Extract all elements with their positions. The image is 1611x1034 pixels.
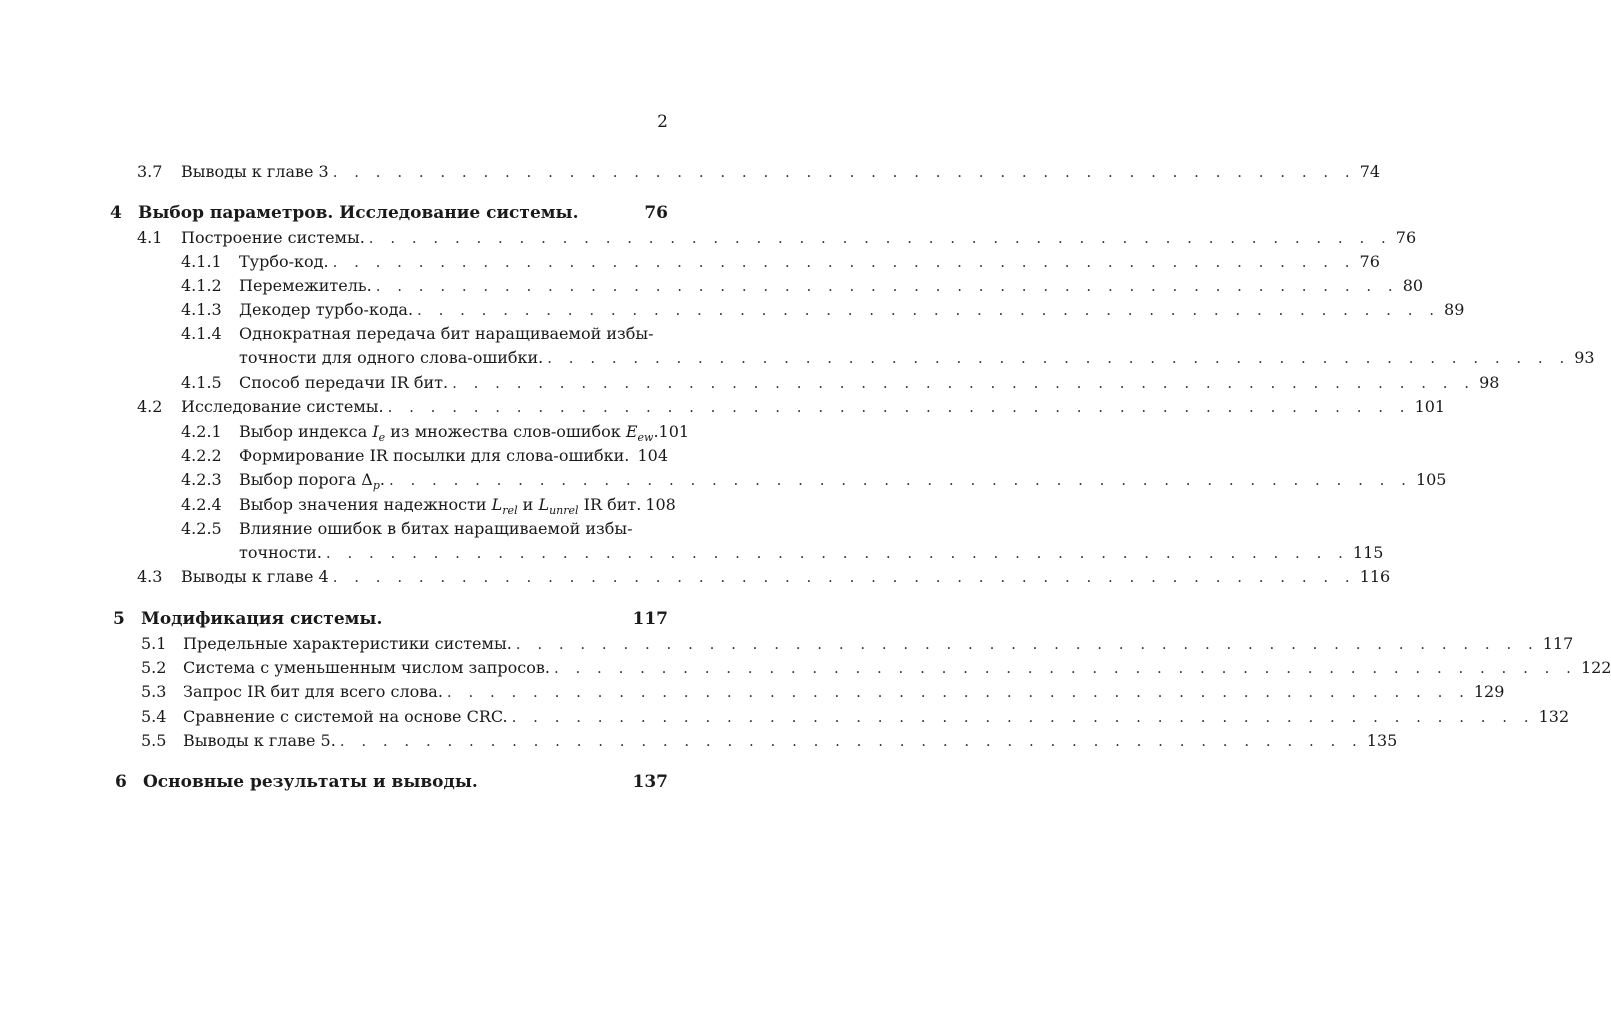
toc-number: 4.1.5 — [181, 373, 222, 392]
toc-page: 116 — [1359, 567, 1391, 586]
toc-number: 4.1.2 — [181, 276, 222, 295]
leader-dots: . . . . . . . . . . . . . . . . . . . . . . . . . . . . . . . . . . . . . . . . . . . . . . . . — [452, 374, 1476, 392]
toc-entry-4-2-5-cont[interactable] — [239, 541, 1384, 565]
toc-title: Выводы к главе 3 — [181, 162, 329, 181]
toc-entry-5-4[interactable] — [141, 705, 1570, 729]
toc-page: 93 — [1574, 348, 1595, 367]
toc-entry-4-3[interactable] — [137, 565, 1391, 589]
leader-dots: . . . . . . . . . . . . . . . . . . . . . . . . . . . . . . . . . . . . . . . . . . . . . . . . — [446, 683, 1470, 701]
toc-entry-4-1-5[interactable] — [181, 371, 1500, 395]
leader-dots: . . . . . . . . . . . . . . . . . . . . . . . . . . . . . . . . . . . . . . . . . . . . . . . . — [511, 708, 1535, 726]
leader-dots: . . . . . . . . . . . . . . . . . . . . . . . . . . . . . . . . . . . . . . . . . . . . . . . . — [375, 277, 1399, 295]
toc-page: 76 — [1359, 252, 1380, 271]
toc-title: Декодер турбо-кода. — [239, 300, 414, 319]
toc-entry-4-1-4-cont[interactable] — [239, 346, 1595, 370]
leader-dots: . . . . . . . . . . . . . . . . . . . . . . . . . . . . . . . . . . . . . . . . . . . . . . . . — [515, 635, 1539, 653]
toc-page: 117 — [1542, 634, 1574, 653]
toc-number: 4.3 — [137, 567, 163, 586]
toc-number: 4.2.3 — [181, 470, 222, 489]
toc-title: Способ передачи IR бит. — [239, 373, 449, 392]
toc-entry-5-1[interactable] — [141, 632, 1574, 656]
toc-number: 5.2 — [141, 658, 167, 677]
toc-entry-4-1-2[interactable] — [181, 274, 1424, 298]
toc-page: 89 — [1444, 300, 1465, 319]
leader-dots: . . . . . . . . . . . . . . . . . . . . . . . . . . . . . . . . . . . . . . . . . . . . . . . . — [388, 471, 1412, 489]
toc-page: 76 — [644, 203, 668, 223]
toc-entry-3-7[interactable] — [137, 160, 1381, 184]
toc-entry-4-2-1[interactable] — [181, 420, 690, 445]
leader-dots: . . . . . . . . . . . . . . . . . . . . . . . . . . . . . . . . . . . . . . . . . . . . . . . . — [332, 163, 1356, 181]
toc-number: 5 — [113, 609, 125, 629]
toc-page: 101 — [1414, 397, 1446, 416]
toc-title: Исследование системы. — [181, 397, 384, 416]
leader-dots: . . . . . . . . . . . . . . . . . . . . . . . . . . . . . . . . . . . . . . . . . . . . . . . . — [417, 301, 1441, 319]
toc-entry-4-2-5[interactable] — [181, 517, 668, 541]
toc-number: 4.1.1 — [181, 252, 222, 271]
toc-number: 5.4 — [141, 707, 167, 726]
toc-number: 5.5 — [141, 731, 167, 750]
toc-page: 115 — [1352, 543, 1384, 562]
toc-page: 80 — [1402, 276, 1424, 295]
toc-page: 104 — [637, 446, 668, 465]
leader-dots: . . . . . . . . . . . . . . . . . . . . . . . . . . . . . . . . . . . . . . . . . . . . . . . . — [332, 568, 1356, 586]
toc-entry-5-2[interactable] — [141, 656, 1611, 680]
toc-page: 98 — [1479, 373, 1500, 392]
leader-dots: . . . . . . . . . . . . . . . . . . . . . . . . . . . . . . . . . . . . . . . . . . . . . . . . — [339, 732, 1363, 750]
toc-title: Основные результаты и выводы. — [143, 772, 478, 792]
toc-title: Выбор индекса $I_e$ из множества слов-ошибок $E_{ew}$. — [239, 422, 659, 445]
toc-page: 137 — [632, 772, 668, 792]
toc-page: 108 — [645, 495, 676, 514]
toc-number: 4.1.4 — [181, 324, 222, 343]
toc-number: 4.2.2 — [181, 446, 222, 465]
toc-number: 4.2 — [137, 397, 163, 416]
toc-number: 4.1.3 — [181, 300, 222, 319]
toc-title: Влияние ошибок в битах наращиваемой избы- — [239, 519, 633, 538]
toc-title-continuation: точности. — [239, 543, 322, 562]
toc-title: Система с уменьшенным числом запросов. — [183, 658, 550, 677]
toc-page: 132 — [1538, 707, 1570, 726]
toc-number: 3.7 — [137, 162, 163, 181]
toc-entry-4-1-3[interactable] — [181, 298, 1465, 322]
toc-chapter-5[interactable] — [113, 607, 668, 631]
toc-entry-4-1[interactable] — [137, 226, 1417, 250]
toc-number: 6 — [115, 772, 127, 792]
leader-dots: . . . . . . . . . . . . . . . . . . . . . . . . . . . . . . . . . . . . . . . . . . . . . . . . — [387, 398, 1411, 416]
toc-page: 101 — [658, 422, 690, 441]
page-number: 2 — [657, 112, 668, 132]
toc-entry-5-3[interactable] — [141, 680, 1505, 704]
toc-title: Выбор значения надежности $L_{rel}$ и $L_{unrel}$ IR бит. — [239, 495, 642, 518]
toc-number: 5.3 — [141, 682, 167, 701]
toc-entry-4-2[interactable] — [137, 395, 1446, 419]
toc-entry-5-5[interactable] — [141, 729, 1398, 753]
toc-number: 4.2.1 — [181, 422, 222, 441]
toc-entry-4-2-3[interactable] — [181, 468, 1447, 493]
toc-title: Построение системы. — [181, 228, 365, 247]
toc-page: 74 — [1359, 162, 1381, 181]
leader-dots: . . . . . . . . . . . . . . . . . . . . . . . . . . . . . . . . . . . . . . . . . . . . . . . . — [547, 349, 1571, 367]
toc-number: 4 — [110, 203, 122, 223]
toc-page: 122 — [1580, 658, 1611, 677]
toc-page: 105 — [1415, 470, 1447, 489]
toc-chapter-6[interactable] — [115, 770, 668, 794]
toc-page: 129 — [1473, 682, 1505, 701]
leader-dots: . . . . . . . . . . . . . . . . . . . . . . . . . . . . . . . . . . . . . . . . . . . . . . . . — [553, 659, 1577, 677]
toc-page: 117 — [632, 609, 668, 629]
leader-dots: . . . . . . . . . . . . . . . . . . . . . . . . . . . . . . . . . . . . . . . . . . . . . . . . — [368, 229, 1392, 247]
toc-number: 5.1 — [141, 634, 167, 653]
toc-entry-4-2-4[interactable] — [181, 493, 676, 518]
toc-title: Выбор параметров. Исследование системы. — [138, 203, 579, 223]
toc-title: Перемежитель. — [239, 276, 372, 295]
toc-title: Предельные характеристики системы. — [183, 634, 512, 653]
toc-title: Запрос IR бит для всего слова. — [183, 682, 443, 701]
toc-entry-4-1-4[interactable] — [181, 322, 668, 346]
toc-title: Выводы к главе 5. — [183, 731, 336, 750]
toc-number: 4.2.4 — [181, 495, 222, 514]
toc-entry-4-1-1[interactable] — [181, 250, 1380, 274]
toc-chapter-4[interactable] — [110, 201, 668, 225]
leader-dots: . . . . . . . . . . . . . . . . . . . . . . . . . . . . . . . . . . . . . . . . . . . . . . . . — [332, 253, 1356, 271]
toc-title: Сравнение с системой на основе CRC. — [183, 707, 508, 726]
toc-title: Выводы к главе 4 — [181, 567, 329, 586]
toc-title: Модификация системы. — [141, 609, 383, 629]
toc-number: 4.1 — [137, 228, 163, 247]
toc-title: Турбо-код. — [239, 252, 329, 271]
toc-number: 4.2.5 — [181, 519, 222, 538]
toc-title: Формирование IR посылки для слова-ошибки. — [239, 446, 630, 465]
toc-title: Выбор порога $\Delta_p$. — [239, 470, 385, 493]
toc-title: Однократная передача бит наращиваемой избы- — [239, 324, 654, 343]
leader-dots: . . . . . . . . . . . . . . . . . . . . . . . . . . . . . . . . . . . . . . . . . . . . . . . . — [325, 544, 1349, 562]
toc-title-continuation: точности для одного слова-ошибки. — [239, 348, 544, 367]
toc-entry-4-2-2[interactable] — [181, 444, 668, 468]
toc-page: 76 — [1395, 228, 1417, 247]
toc-page: 135 — [1366, 731, 1398, 750]
